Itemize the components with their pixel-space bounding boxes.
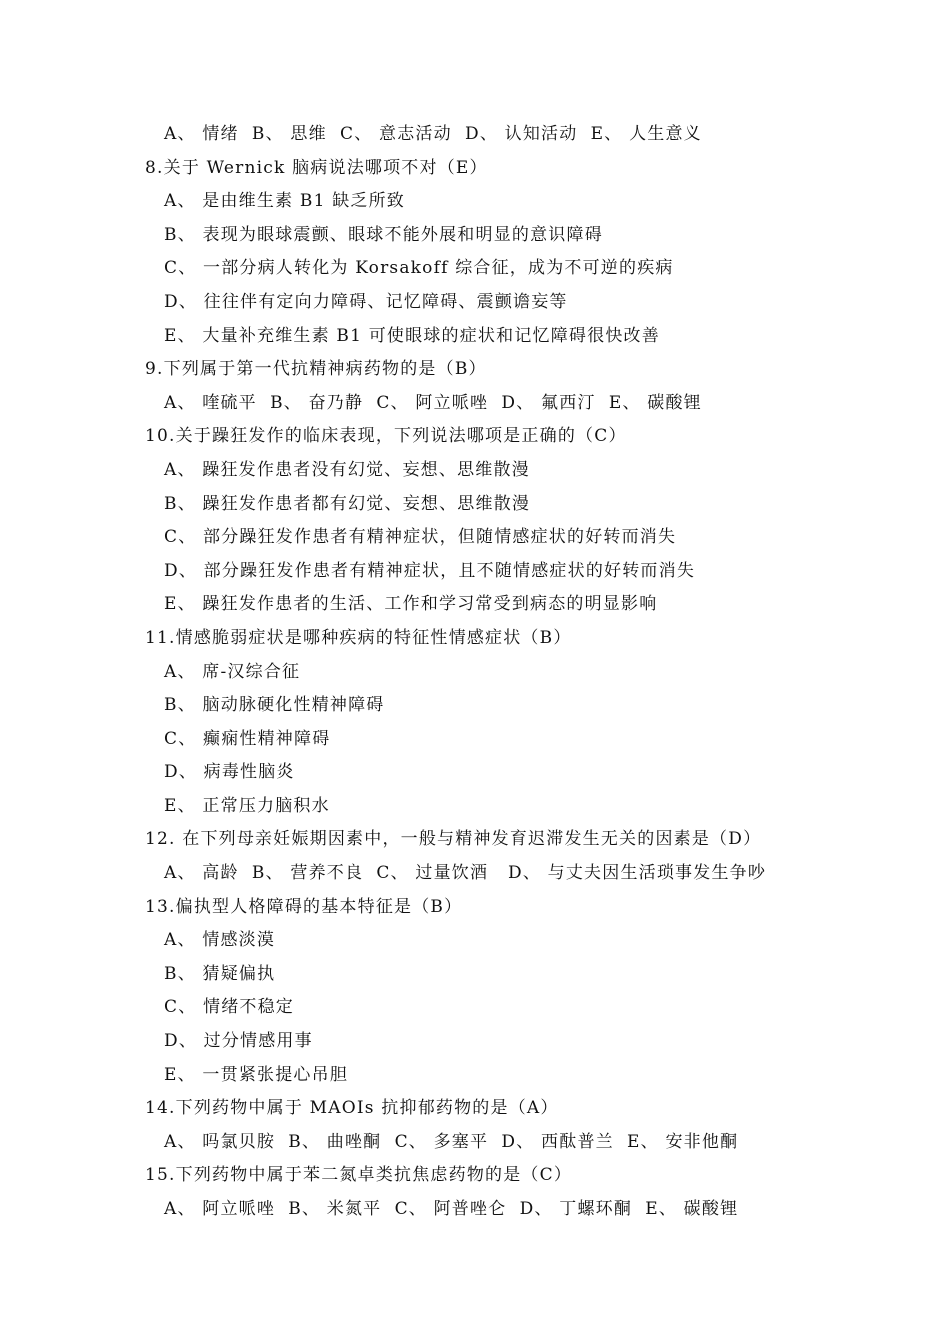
answer-options: B、 躁狂发作患者都有幻觉、妄想、思维散漫	[164, 493, 531, 514]
answer-options: A、 席-汉综合征	[164, 661, 301, 682]
answer-options: A、 吗氯贝胺 B、 曲唑酮 C、 多塞平 D、 西酞普兰 E、 安非他酮	[164, 1131, 739, 1152]
answer-options: A、 高龄 B、 营养不良 C、 过量饮酒 D、 与丈夫因生活琐事发生争吵	[164, 863, 767, 884]
answer-options: D、 过分情感用事	[164, 1031, 313, 1052]
answer-options: C、 一部分病人转化为 Korsakoff 综合征，成为不可逆的疾病	[164, 258, 674, 279]
answer-options: E、 躁狂发作患者的生活、工作和学习常受到病态的明显影响	[164, 594, 658, 615]
answer-options: D、 往往伴有定向力障碍、记忆障碍、震颤谵妄等	[164, 291, 568, 312]
answer-options: E、 正常压力脑积水	[164, 795, 330, 816]
question-text: 9.下列属于第一代抗精神病药物的是（B）	[145, 359, 487, 380]
answer-options: A、 情绪 B、 思维 C、 意志活动 D、 认知活动 E、 人生意义	[164, 124, 702, 144]
question-text: 14.下列药物中属于 MAOIs 抗抑郁药物的是（A）	[145, 1098, 559, 1119]
answer-options: A、 阿立哌唑 B、 米氮平 C、 阿普唑仑 D、 丁螺环酮 E、 碳酸锂	[164, 1199, 739, 1219]
answer-options: A、 喹硫平 B、 奋乃静 C、 阿立哌唑 D、 氟西汀 E、 碳酸锂	[164, 392, 702, 413]
answer-options: B、 脑动脉硬化性精神障碍	[164, 695, 385, 716]
answer-options: A、 情感淡漠	[164, 930, 276, 951]
answer-options: D、 病毒性脑炎	[164, 762, 295, 783]
answer-options: A、 躁狂发作患者没有幻觉、妄想、思维散漫	[164, 459, 530, 480]
answer-options: C、 部分躁狂发作患者有精神症状，但随情感症状的好转而消失	[164, 527, 677, 548]
answer-options: B、 表现为眼球震颤、眼球不能外展和明显的意识障碍	[164, 224, 603, 245]
question-text: 13.偏执型人格障碍的基本特征是（B）	[145, 896, 463, 917]
answer-options: E、 大量补充维生素 B1 可使眼球的症状和记忆障碍很快改善	[164, 325, 660, 346]
answer-options: A、 是由维生素 B1 缺乏所致	[164, 191, 405, 212]
answer-options: D、 部分躁狂发作患者有精神症状，且不随情感症状的好转而消失	[164, 560, 696, 581]
question-text: 15.下列药物中属于苯二氮卓类抗焦虑药物的是（C）	[145, 1165, 573, 1186]
answer-options: B、 猜疑偏执	[164, 963, 276, 984]
answer-options: C、 癫痫性精神障碍	[164, 728, 331, 749]
question-text: 8.关于 Wernick 脑病说法哪项不对（E）	[145, 157, 488, 178]
question-text: 10.关于躁狂发作的临床表现，下列说法哪项是正确的（C）	[145, 426, 627, 447]
answer-options: C、 情绪不稳定	[164, 997, 295, 1018]
exam-questions	[145, 118, 845, 1227]
answer-options: E、 一贯紧张提心吊胆	[164, 1064, 349, 1085]
question-text: 11.情感脆弱症状是哪种疾病的特征性情感症状（B）	[145, 627, 572, 648]
question-text: 12. 在下列母亲妊娠期因素中，一般与精神发育迟滞发生无关的因素是（D）	[145, 829, 762, 850]
